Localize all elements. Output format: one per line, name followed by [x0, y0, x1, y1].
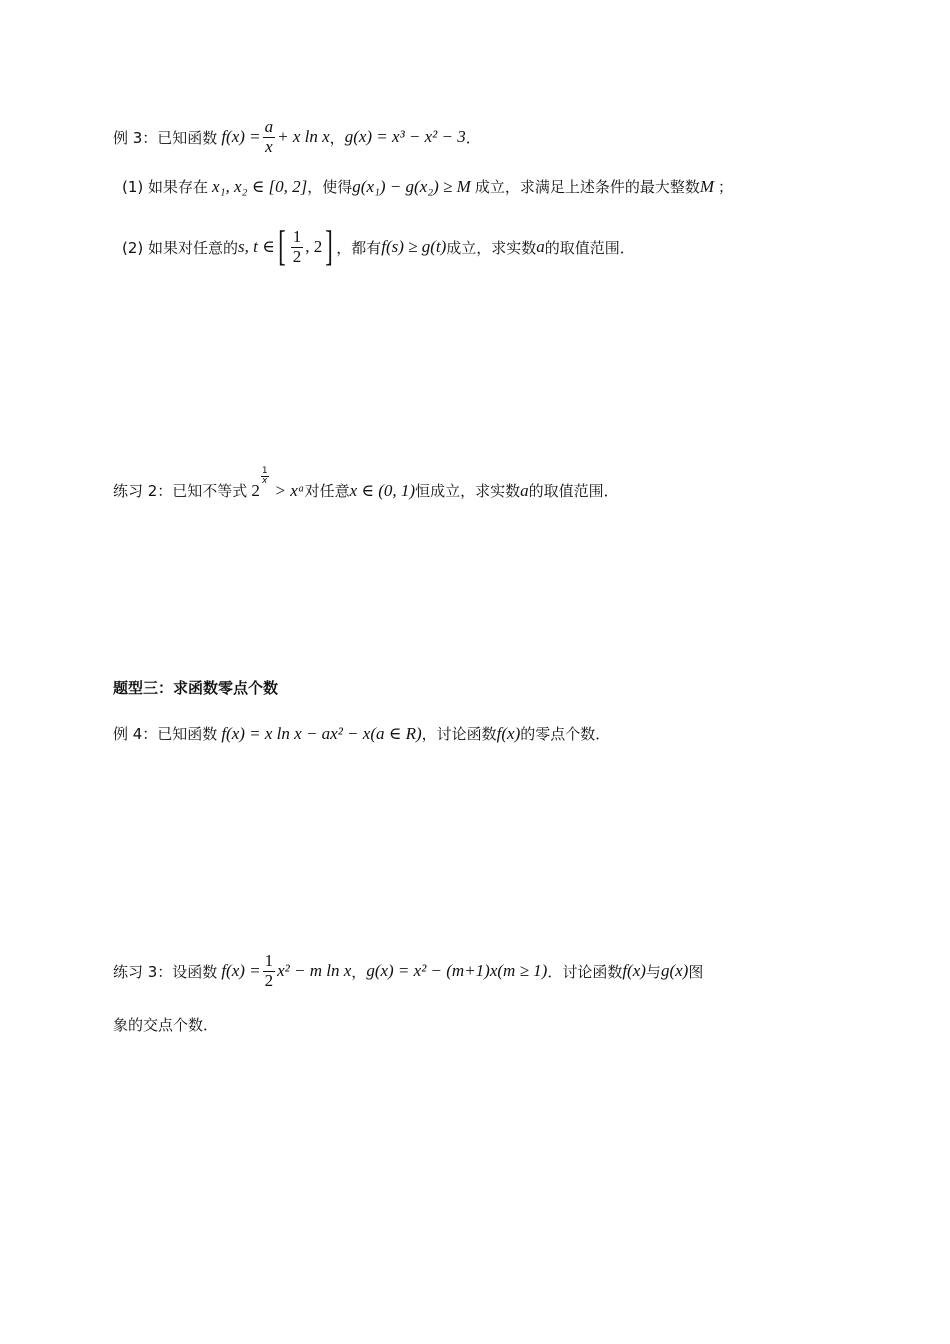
exercise2-text2: 对任意 [304, 482, 350, 500]
part1-text2: ，使得 [307, 178, 353, 196]
exercise3-line2: 象的交点个数． [113, 1016, 219, 1034]
example3-part2 [122, 226, 635, 268]
part2-text2: ，都有 [336, 238, 382, 257]
part2-text4: 的取值范围． [544, 238, 635, 257]
example3-end: ． [465, 128, 481, 147]
example3-label: 例 3：已知函数 [113, 128, 218, 147]
part2-interval-tail: , 2 [305, 237, 323, 256]
part2-frac-den: 2 [292, 246, 302, 266]
exercise3-statement [113, 952, 703, 990]
exercise2-text4: 的取值范围． [528, 482, 619, 500]
example4-math2: f(x) [496, 723, 521, 743]
example3-statement [113, 118, 481, 156]
exercise2-exp-num: 1 [261, 466, 268, 476]
exercise3-f-frac-den: 2 [264, 970, 274, 990]
example3-f-def-tail: + x ln x [277, 127, 330, 147]
example4-label: 例 4：已知函数 [113, 725, 218, 743]
exercise2-label: 练习 2：已知不等式 [113, 482, 248, 500]
part2-text3: 成立，求实数 [446, 238, 537, 257]
example4-text2: ，讨论函数 [421, 725, 497, 743]
exercise3-text3: 与 [645, 962, 661, 981]
example3-g-def: g(x) = x³ − x² − 3 [344, 127, 466, 147]
example3-f-frac-num: a [264, 117, 274, 136]
exercise3-label: 练习 3：设函数 [113, 962, 218, 981]
example3-f-def-head: f(x) = [221, 127, 261, 147]
part1-text3: 成立，求满足上述条件的最大整数 [474, 178, 700, 196]
exercise2-math2: x ∈ (0, 1) [349, 480, 416, 500]
exercise2-exp-den: x [262, 476, 268, 486]
exercise3-math3: g(x) [660, 961, 689, 981]
part1-label: (1) 如果存在 [122, 178, 209, 196]
part2-left-bracket: [ [277, 224, 286, 270]
part1-math2: g(x₁) − g(x₂) ≥ M [352, 176, 471, 196]
example3-sep: ， [329, 128, 345, 147]
exercise3-f-frac-num: 1 [264, 951, 274, 970]
example3-f-frac-den: x [265, 136, 273, 156]
part2-math3: a [536, 237, 545, 256]
example4-statement [113, 723, 610, 744]
part1-end: ； [718, 178, 734, 196]
exercise3-g-def: g(x) = x² − (m+1)x(m ≥ 1) [366, 961, 548, 981]
part2-fraction [291, 228, 304, 266]
part1-math3: M [699, 176, 714, 196]
exercise2-math3: a [520, 480, 529, 500]
exercise3-math2: f(x) [622, 961, 646, 981]
example3-part1 [122, 176, 733, 197]
example4-text3: 的零点个数． [520, 725, 611, 743]
exercise3-f-fraction [263, 952, 276, 990]
example4-math1: f(x) = x ln x − ax² − x(a ∈ R) [221, 723, 422, 743]
part2-math1: s, t ∈ [238, 237, 275, 256]
example3-f-fraction [263, 118, 276, 156]
part1-math1: x₁, x₂ ∈ [0, 2] [212, 176, 308, 196]
exercise3-f-head: f(x) = [221, 961, 261, 981]
exercise3-sep: ， [351, 962, 367, 981]
section3-title: 题型三：求函数零点个数 [113, 679, 279, 697]
exercise3-text2: ．讨论函数 [547, 962, 623, 981]
part2-math2: f(s) ≥ g(t) [381, 237, 447, 256]
part2-label: (2) 如果对任意的 [122, 238, 239, 257]
part2-frac-num: 1 [292, 226, 302, 246]
exercise2-ineq-tail: > xᵃ [274, 480, 305, 500]
exercise3-f-tail: x² − m ln x [277, 961, 352, 981]
exercise2-statement [113, 466, 619, 501]
exercise2-exponent [261, 467, 269, 486]
exercise3-text4: 图 [688, 962, 704, 981]
exercise2-base: 2 [251, 480, 260, 500]
part2-right-bracket: ] [325, 224, 334, 270]
exercise2-text3: 恒成立，求实数 [415, 482, 521, 500]
